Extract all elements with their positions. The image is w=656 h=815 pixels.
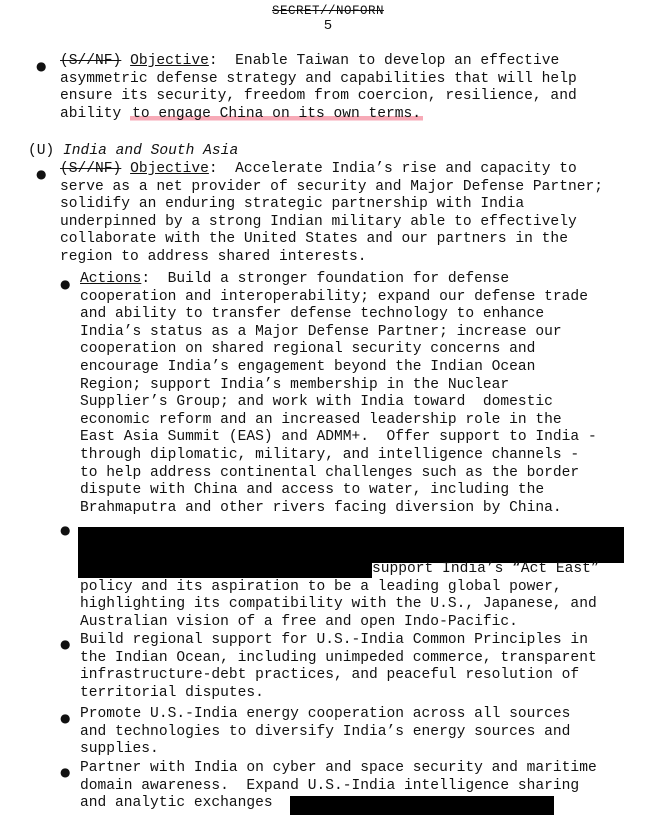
actions-text: encourage India’s engagement beyond the Indian Ocean: [80, 358, 536, 375]
energy-text: and technologies to diversify India’s energy sources and: [80, 723, 571, 740]
bullet-icon: ●: [36, 167, 47, 181]
heading-marking: (U): [28, 143, 55, 159]
act-east-item: [80, 561, 600, 631]
actions-text: economic reform and an increased leadership role in the: [80, 411, 562, 428]
heading-title: India and South Asia: [63, 143, 239, 159]
energy-text: supplies.: [80, 741, 159, 758]
cyber-text: and analytic exchanges: [80, 795, 273, 812]
actions-text: India’s status as a Major Defense Partner; increase our: [80, 323, 562, 340]
objective-text: serve as a net provider of security and Major Defense Partner;: [60, 178, 603, 195]
common-principles-text: Build regional support for U.S.-India Common Principles in: [80, 632, 588, 648]
objective-label: Objective: [130, 53, 209, 69]
objective-text: asymmetric defense strategy and capabilities that will help: [60, 70, 577, 87]
classification-portion-marking: (S//NF): [60, 161, 122, 177]
act-east-text: highlighting its compatibility with the U.S., Japanese, and: [80, 596, 597, 613]
actions-text: cooperation and interoperability; expand our defense trade: [80, 288, 588, 305]
page-number: 5: [323, 18, 333, 34]
objective-text: collaborate with the United States and our partners in the: [60, 231, 568, 248]
act-east-text: policy and its aspiration to be a leading global power,: [80, 578, 562, 595]
cyber-text: domain awareness. Expand U.S.-India intelligence sharing: [80, 777, 580, 794]
bullet-icon: ●: [60, 765, 71, 779]
objective-text: ensure its security, freedom from coercion, resilience, and: [60, 88, 577, 105]
common-principles-text: infrastructure-debt practices, and peaceful resolution of: [80, 667, 580, 684]
act-east-text: support India’s “Act East”: [372, 561, 600, 577]
objective-text: ability: [60, 105, 131, 122]
objective-text: : Enable Taiwan to develop an effective: [208, 53, 560, 69]
act-east-text: Australian vision of a free and open Indo-Pacific.: [80, 613, 518, 630]
objective-text: underpinned by a strong Indian military able to effectively: [60, 213, 577, 230]
actions-text: cooperation on shared regional security concerns and: [80, 341, 536, 358]
actions-text: Region; support India’s membership in the Nuclear: [80, 376, 510, 393]
redaction-block: [290, 796, 554, 815]
objective-text: : Accelerate India’s rise and capacity to: [208, 161, 577, 177]
classification-portion-marking: (S//NF): [60, 53, 122, 69]
actions-text: and ability to transfer defense technology to enhance: [80, 306, 545, 323]
actions-text: to help address continental challenges such as the border: [80, 464, 580, 481]
bullet-icon: ●: [60, 523, 71, 537]
common-principles-text: the Indian Ocean, including unimpeded commerce, transparent: [80, 649, 597, 666]
cyber-text: Partner with India on cyber and space security and maritime: [80, 760, 597, 776]
bullet-icon: ●: [36, 59, 47, 73]
classification-marking: SECRET//NOFORN: [271, 4, 385, 18]
highlighted-text: to engage China on its own terms.: [132, 105, 422, 122]
objective-text: solidify an enduring strategic partnership with India: [60, 196, 525, 213]
actions-label: Actions: [80, 271, 142, 287]
section-heading: [28, 143, 238, 161]
bullet-icon: ●: [60, 711, 71, 725]
energy-text: Promote U.S.-India energy cooperation across all sources: [80, 706, 571, 722]
common-principles-item: [80, 632, 597, 702]
actions-text: Brahmaputra and other rivers facing diversion by China.: [80, 499, 562, 516]
common-principles-text: territorial disputes.: [80, 684, 264, 701]
page-header: [0, 4, 656, 34]
bullet-icon: ●: [60, 277, 71, 291]
actions-text: East Asia Summit (EAS) and ADMM+. Offer support to India -: [80, 429, 597, 446]
actions-text: dispute with China and access to water, including the: [80, 482, 545, 499]
actions-item: [80, 271, 597, 517]
redaction-block: [78, 527, 624, 563]
bullet-icon: ●: [60, 637, 71, 651]
actions-text: : Build a stronger foundation for defense: [141, 271, 510, 287]
actions-text: Supplier’s Group; and work with India toward domestic: [80, 394, 553, 411]
energy-item: [80, 706, 570, 759]
actions-text: through diplomatic, military, and intelligence channels -: [80, 446, 580, 463]
objective-text: region to address shared interests.: [60, 248, 367, 265]
taiwan-objective: [60, 53, 577, 123]
objective-label: Objective: [130, 161, 209, 177]
india-objective: [60, 161, 603, 267]
